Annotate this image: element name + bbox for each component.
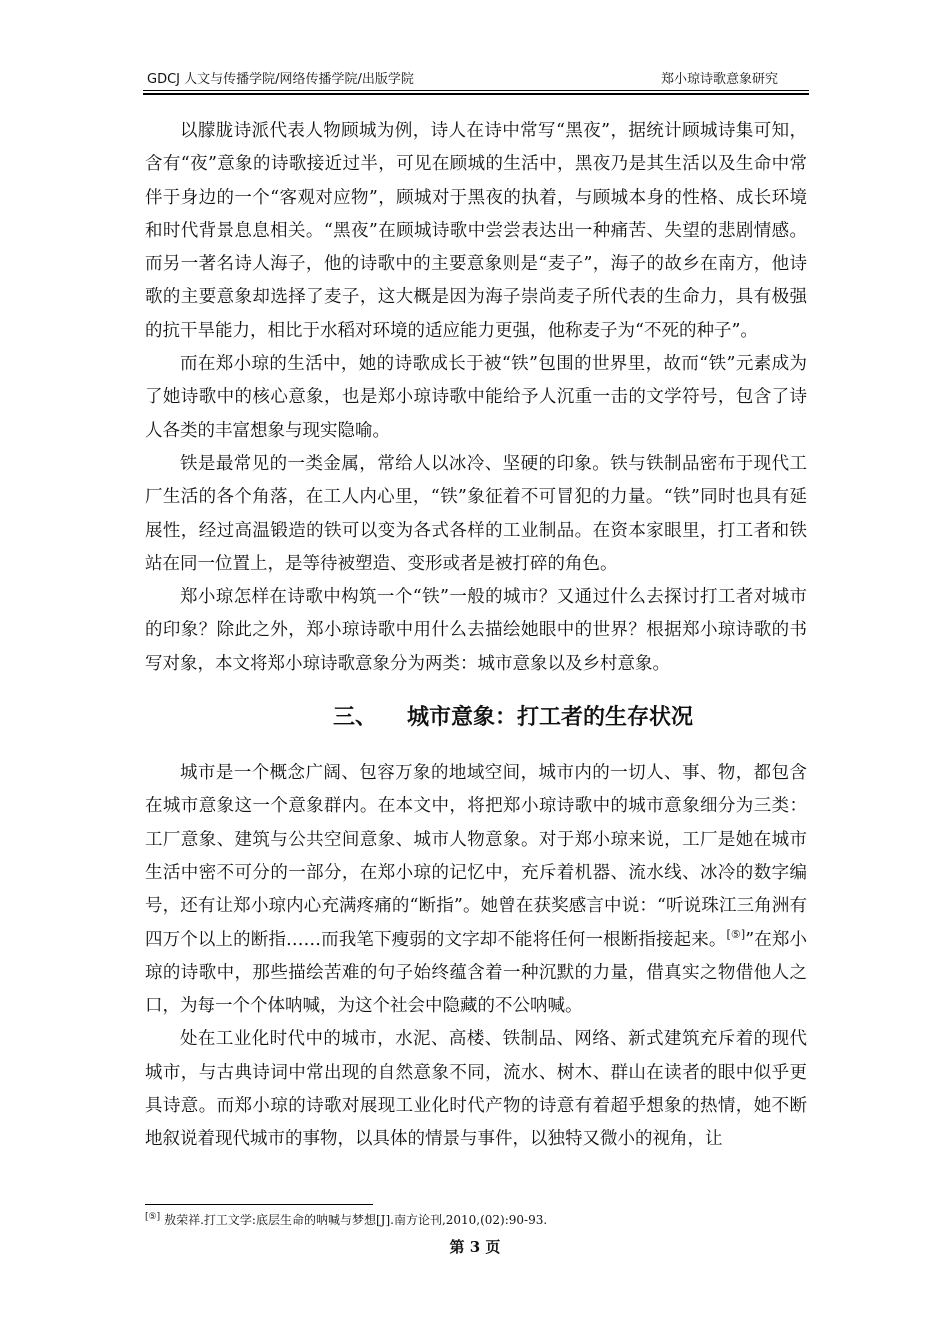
footnote-rule xyxy=(145,1204,373,1205)
header-rule-bottom xyxy=(143,93,809,95)
header-rule-top xyxy=(143,90,809,91)
section-heading xyxy=(145,699,807,737)
paragraph-iron-metal: 铁是最常见的一类金属，常给人以冰冷、坚硬的印象。铁与铁制品密布于现代工厂生活的各个角落，在工人内心里，“铁”象征着不可冒犯的力量。“铁”同时也具有延展性，经过高温锻造的铁可以变为各式各样的工业制品。在资本家眼里，打工者和铁站在同一位置上，是等待被塑造、变形或者是被打碎的角色。 xyxy=(145,453,807,574)
page-number: 第 3 页 xyxy=(449,1238,501,1256)
paragraph-text: ”在郑小琼的诗歌中，那些描绘苦难的句子始终蕴含着一种沉默的力量，借真实之物借他人之口，为每一个个体呐喊，为这个社会中隐藏的不公呐喊。 xyxy=(145,929,808,1017)
header-paper-title: 郑小琼诗歌意象研究 xyxy=(660,72,778,87)
paragraph-text: 城市是一个概念广阔、包容万象的地域空间，城市内的一切人、事、物，都包含在城市意象这一个意象群内。在本文中，将把郑小琼诗歌中的城市意象细分为三类：工厂意象、建筑与公共空间意象、城市人物意象。对于郑小琼来说，工厂是她在城市生活中密不可分的一部分，在郑小琼的记忆中，充斥着机器、流水线、冰冷的数字编号，还有让郑小琼内心充满疼痛的“断指”。她曾在获奖感言中说：“听说珠江三角洲有四万个以上的断指……而我笔下瘦弱的文字却不能将任何一根断指接起来。 xyxy=(145,763,807,950)
footnote-text: 敖荣祥.打工文学:底层生命的呐喊与梦想[J].南方论刊,2010,(02):90-93. xyxy=(164,1213,548,1227)
footnote-mark: [⑤] xyxy=(145,1212,161,1222)
header-institution: GDCJ 人文与传播学院/网络传播学院/出版学院 xyxy=(147,72,414,87)
running-header xyxy=(145,64,808,88)
section-title: 城市意象：打工者的生存状况 xyxy=(407,705,694,731)
paragraph-iron-core: 而在郑小琼的生活中，她的诗歌成长于被“铁”包围的世界里，故而“铁”元素成为了她诗歌中的核心意象，也是郑小琼诗歌中能给予人沉重一击的文学符号，包含了诗人各类的丰富想象与现实隐喻。 xyxy=(145,354,807,441)
footnote xyxy=(145,1211,547,1228)
paragraph-industrial-city: 处在工业化时代中的城市，水泥、高楼、铁制品、网络、新式建筑充斥着的现代城市，与古典诗词中常出现的自然意象不同，流水、树木、群山在读者的眼中似乎更具诗意。而郑小琼的诗歌对展现工业化时代产物的诗意有着超乎想象的热情，她不断地叙说着现代城市的事物，以具体的情景与事件，以独特又微小的视角，让 xyxy=(145,1029,807,1150)
citation-mark: [⑤] xyxy=(726,927,746,941)
paragraph-gu-cheng: 以朦胧诗派代表人物顾城为例，诗人在诗中常写“黑夜”，据统计顾城诗集可知，含有“夜”意象的诗歌接近过半，可见在顾城的生活中，黑夜乃是其生活以及生命中常伴于身边的一个“客观对应物”，顾城对于黑夜的执着，与顾城本身的性格、成长环境和时代背景息息相关。“黑夜”在顾城诗歌中尝尝表达出一种痛苦、失望的悲剧情感。而另一著名诗人海子，他的诗歌中的主要意象则是“麦子”，海子的故乡在南方，他诗歌的主要意象却选择了麦子，这大概是因为海子崇尚麦子所代表的生命力，具有极强的抗干旱能力，相比于水稻对环境的适应能力更强，他称麦子为“不死的种子”。 xyxy=(145,121,807,341)
body-text xyxy=(145,115,807,1157)
paragraph-city-question: 郑小琼怎样在诗歌中构筑一个“铁”一般的城市？又通过什么去探讨打工者对城市的印象？除此之外，郑小琼诗歌中用什么去描绘她眼中的世界？根据郑小琼诗歌的书写对象，本文将郑小琼诗歌意象分为两类：城市意象以及乡村意象。 xyxy=(145,587,807,674)
paragraph-city-imagery xyxy=(145,757,807,1023)
section-number: 三、 xyxy=(333,705,378,731)
